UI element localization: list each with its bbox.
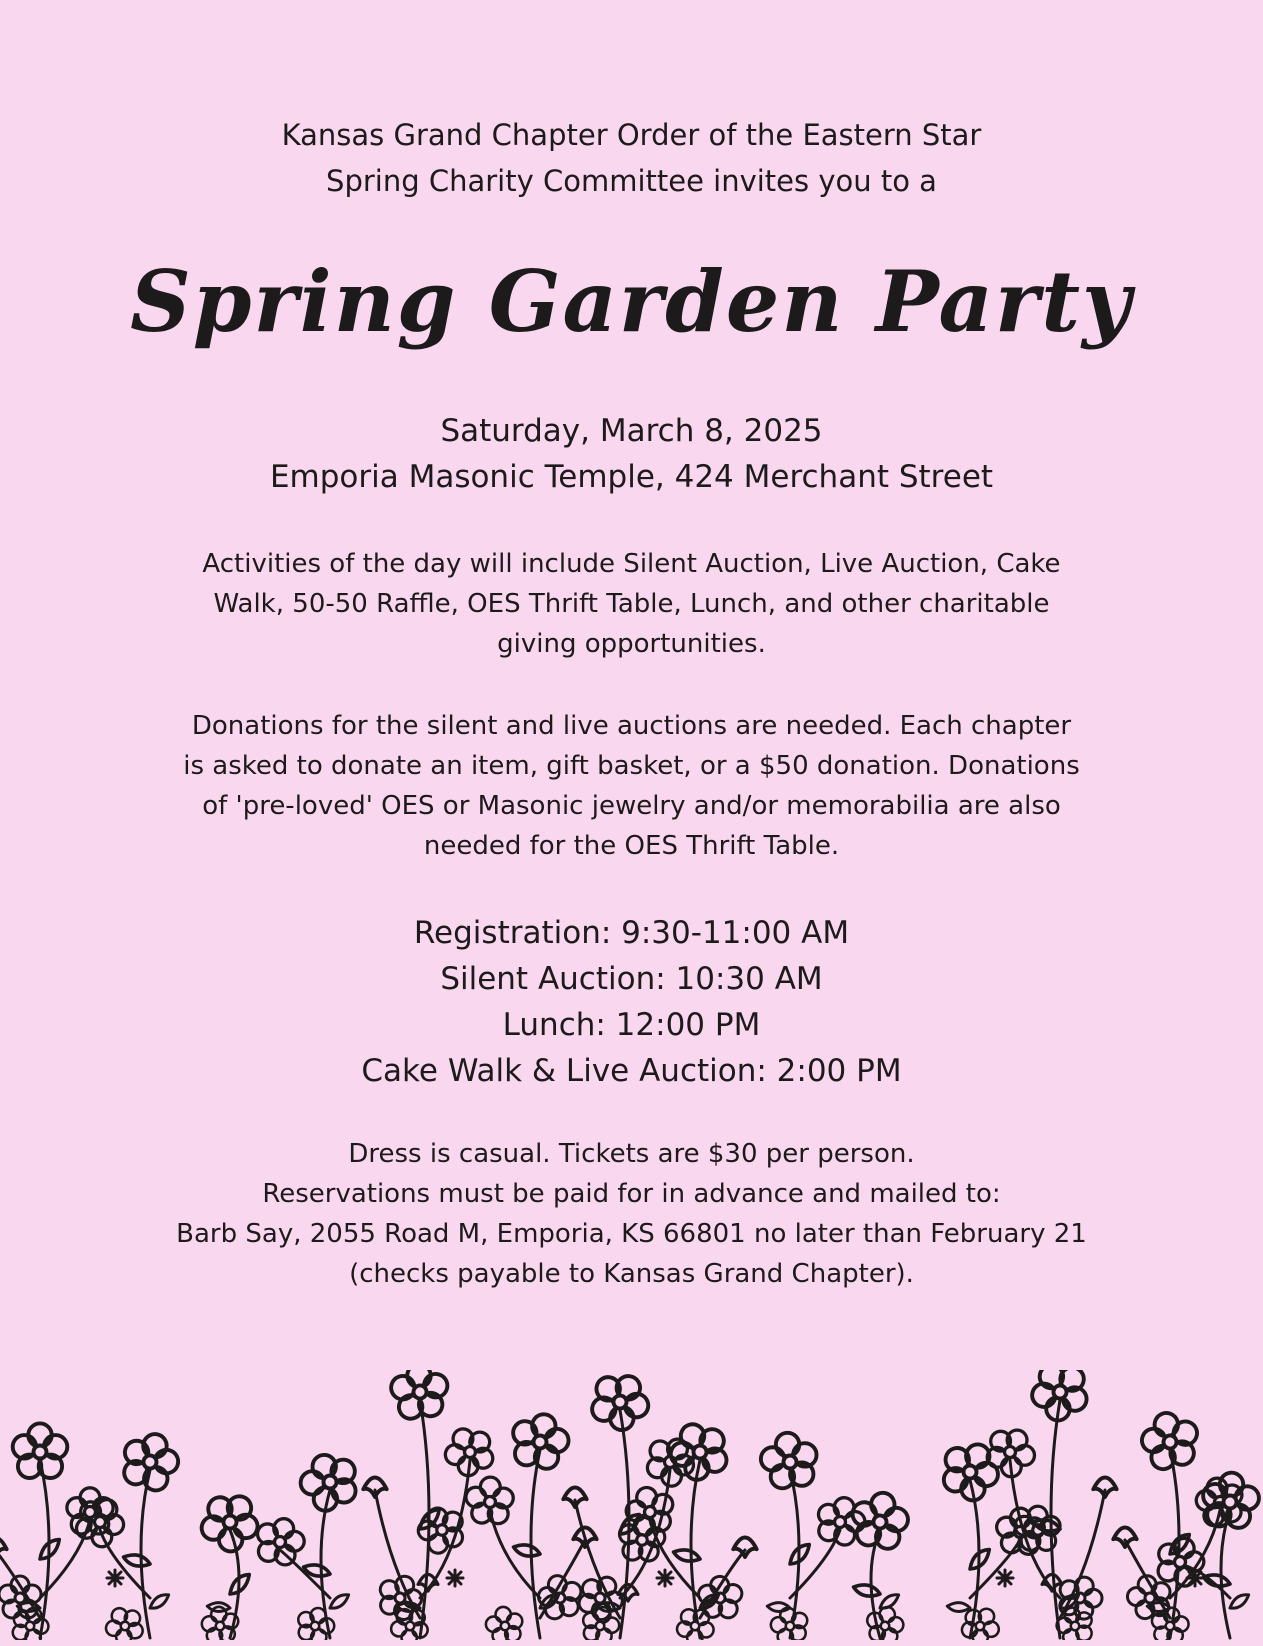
schedule-lunch: Lunch: 12:00 PM — [502, 1007, 761, 1043]
donations-line-4: needed for the OES Thrift Table. — [423, 831, 840, 861]
page-title: Spring Garden Party — [130, 252, 1133, 351]
donations-line-3: of 'pre-loved' OES or Masonic jewelry and/or memorabilia are also — [202, 791, 1061, 821]
closing-line-1: Dress is casual. Tickets are $30 per person. — [348, 1139, 915, 1169]
schedule-cake-walk: Cake Walk & Live Auction: 2:00 PM — [361, 1053, 902, 1089]
closing-info — [0, 1134, 1263, 1294]
header-line-2: Spring Charity Committee invites you to a — [326, 164, 937, 198]
activities-line-1: Activities of the day will include Silent Auction, Live Auction, Cake — [202, 549, 1061, 579]
header — [0, 112, 1263, 204]
closing-line-3: Barb Say, 2055 Road M, Emporia, KS 66801 no later than February 21 — [176, 1219, 1087, 1249]
schedule — [0, 910, 1263, 1094]
donations-paragraph — [0, 706, 1263, 866]
closing-line-4: (checks payable to Kansas Grand Chapter). — [349, 1259, 914, 1289]
flower-border-icon — [0, 1370, 1263, 1640]
header-line-1: Kansas Grand Chapter Order of the Eastern Star — [281, 118, 982, 152]
closing-line-2: Reservations must be paid for in advance and mailed to: — [262, 1179, 1001, 1209]
schedule-silent-auction: Silent Auction: 10:30 AM — [440, 961, 823, 997]
donations-line-2: is asked to donate an item, gift basket, or a $50 donation. Donations — [183, 751, 1080, 781]
event-info — [0, 408, 1263, 500]
activities-line-3: giving opportunities. — [497, 629, 766, 659]
event-date: Saturday, March 8, 2025 — [440, 413, 823, 449]
donations-line-1: Donations for the silent and live auctions are needed. Each chapter — [191, 711, 1072, 741]
event-location: Emporia Masonic Temple, 424 Merchant Street — [269, 459, 994, 495]
schedule-registration: Registration: 9:30-11:00 AM — [413, 915, 850, 951]
activities-paragraph — [0, 544, 1263, 664]
activities-line-2: Walk, 50-50 Raffle, OES Thrift Table, Lunch, and other charitable — [213, 589, 1050, 619]
